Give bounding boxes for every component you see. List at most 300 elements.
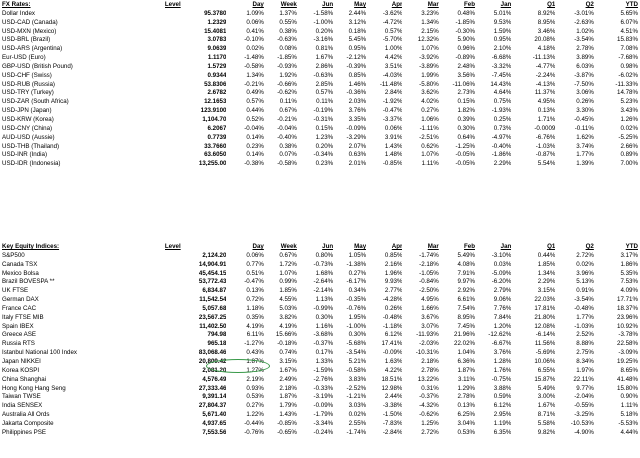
- change-value: -3.32%: [491, 62, 512, 70]
- change-value: -0.18%: [277, 340, 297, 348]
- change-value: -4.03%: [382, 71, 403, 79]
- change-value: 1.28%: [493, 357, 512, 365]
- change-value: 22.58%: [617, 340, 638, 348]
- change-value: 0.44%: [537, 251, 556, 259]
- level-value: 4,576.49: [202, 375, 227, 383]
- change-value: -0.05%: [455, 151, 476, 159]
- fx-table-body: [2, 10, 638, 169]
- change-value: 2.18%: [421, 357, 439, 365]
- change-value: 1.18%: [246, 304, 264, 312]
- change-value: 2.92%: [457, 287, 476, 295]
- change-value: 1.67%: [537, 402, 556, 410]
- row-label: S&P500: [2, 251, 25, 259]
- change-value: 0.77%: [246, 260, 264, 268]
- row-label: USD-CAD (Canada): [2, 18, 58, 26]
- change-value: -0.62%: [419, 411, 439, 419]
- change-value: 0.57%: [315, 89, 334, 97]
- fx-row: [2, 116, 638, 125]
- change-value: 0.51%: [246, 269, 264, 277]
- change-value: 0.02%: [246, 45, 264, 53]
- change-value: 4.95%: [537, 98, 556, 106]
- row-label: USD-CNY (China): [2, 124, 53, 132]
- change-value: 1.77%: [576, 313, 594, 321]
- change-value: 3.43%: [620, 107, 638, 115]
- change-value: 4.08%: [457, 260, 476, 268]
- change-value: -5.09%: [491, 269, 512, 277]
- change-value: -0.37%: [419, 393, 439, 401]
- equity-row: [2, 429, 638, 438]
- change-value: 2.03%: [348, 98, 367, 106]
- change-value: 0.64%: [457, 133, 476, 141]
- row-label: Brazil BOVESPA **: [2, 278, 55, 286]
- change-value: -2.76%: [313, 375, 334, 383]
- change-value: 2.86%: [315, 62, 334, 70]
- change-value: 1.06%: [421, 115, 439, 123]
- change-value: -2.84%: [382, 428, 403, 436]
- fx-row: [2, 63, 638, 72]
- row-label: Greece ASE: [2, 331, 37, 339]
- col-header-ytd: YTD: [625, 243, 638, 250]
- change-value: 1.19%: [493, 419, 512, 427]
- change-value: -7.45%: [491, 71, 512, 79]
- change-value: 2.77%: [384, 287, 403, 295]
- fx-row: [2, 81, 638, 90]
- change-value: 2.48%: [457, 62, 476, 70]
- change-value: 2.18%: [279, 384, 297, 392]
- change-value: 0.38%: [279, 27, 297, 35]
- change-value: 7.08%: [620, 45, 638, 53]
- change-value: -1.25%: [455, 142, 476, 150]
- change-value: 3.82%: [279, 313, 297, 321]
- row-label: USD-MXN (Mexico): [2, 27, 57, 35]
- level-value: 2,081.20: [202, 366, 227, 374]
- level-value: 53.8306: [204, 80, 227, 88]
- change-value: -0.39%: [346, 62, 367, 70]
- change-value: -0.76%: [244, 428, 264, 436]
- change-value: 3.62%: [421, 89, 439, 97]
- fx-rates-table: [2, 1, 638, 169]
- change-value: 1.07%: [421, 151, 439, 159]
- change-value: 1.26%: [620, 115, 638, 123]
- change-value: -5.68%: [346, 340, 367, 348]
- change-value: 2.95%: [493, 411, 512, 419]
- change-value: 5.13%: [576, 278, 594, 286]
- equity-row: [2, 278, 638, 287]
- change-value: 10.92%: [617, 322, 638, 330]
- change-value: 6.07%: [620, 18, 638, 26]
- change-value: 1.62%: [576, 133, 594, 141]
- change-value: -2.50%: [419, 287, 439, 295]
- level-value: 6,834.87: [202, 287, 227, 295]
- change-value: -0.87%: [535, 151, 556, 159]
- change-value: 1.11%: [421, 160, 439, 168]
- change-value: -0.55%: [574, 402, 594, 410]
- fx-row: [2, 134, 638, 143]
- change-value: 0.13%: [457, 402, 476, 410]
- change-value: 0.13%: [246, 287, 264, 295]
- change-value: 9.77%: [576, 384, 594, 392]
- row-label: USD-RUB (Russia): [2, 80, 55, 88]
- change-value: 1.87%: [457, 366, 476, 374]
- row-label: Hong Kong Hang Seng: [2, 384, 66, 392]
- row-label: USD-ARS (Argentina): [2, 45, 63, 53]
- change-value: 1.68%: [315, 269, 334, 277]
- level-value: 33.7660: [204, 142, 227, 150]
- change-value: 12.32%: [417, 36, 439, 44]
- change-value: 0.44%: [246, 107, 264, 115]
- row-label: Philippines PSE: [2, 428, 47, 436]
- change-value: 0.90%: [620, 393, 638, 401]
- change-value: 13.22%: [417, 375, 439, 383]
- change-value: 2.78%: [576, 45, 594, 53]
- level-value: 15.4081: [204, 27, 227, 35]
- change-value: -3.01%: [574, 9, 594, 17]
- col-header-day: Day: [252, 243, 264, 250]
- change-value: -1.27%: [244, 340, 264, 348]
- change-value: 5.01%: [493, 9, 512, 17]
- fx-row: [2, 19, 638, 28]
- change-value: 1.46%: [348, 80, 367, 88]
- change-value: 1.87%: [246, 357, 264, 365]
- equity-row: [2, 358, 638, 367]
- change-value: 2.73%: [457, 89, 476, 97]
- change-value: -0.76%: [346, 304, 367, 312]
- change-value: 0.34%: [348, 287, 367, 295]
- change-value: 1.39%: [576, 160, 594, 168]
- change-value: -0.04%: [277, 124, 297, 132]
- change-value: 8.65%: [620, 366, 638, 374]
- level-value: 9.0639: [207, 45, 227, 53]
- change-value: 8.71%: [537, 411, 556, 419]
- change-value: 22.02%: [454, 340, 476, 348]
- change-value: -0.63%: [313, 71, 334, 79]
- change-value: -1.74%: [346, 428, 367, 436]
- change-value: 0.63%: [348, 151, 367, 159]
- col-header-mar: Mar: [427, 243, 439, 250]
- change-value: 2.55%: [348, 419, 367, 427]
- change-value: 2.29%: [537, 278, 556, 286]
- row-label: USD-JPN (Japan): [2, 107, 52, 115]
- equity-row: [2, 411, 638, 420]
- change-value: 0.11%: [279, 98, 297, 106]
- change-value: 3.11%: [457, 375, 476, 383]
- level-value: 20,809.42: [198, 357, 227, 365]
- change-value: 0.07%: [279, 151, 297, 159]
- change-value: 3.15%: [279, 357, 297, 365]
- change-value: 4.19%: [246, 322, 264, 330]
- change-value: 23.96%: [617, 313, 638, 321]
- level-value: 27,804.37: [198, 402, 227, 410]
- change-value: -0.44%: [244, 419, 264, 427]
- change-value: -0.09%: [313, 402, 334, 410]
- row-label: AUD-USD (Aussie): [2, 133, 55, 141]
- change-value: -2.52%: [346, 384, 367, 392]
- level-value: 794.98: [207, 331, 227, 339]
- change-value: 2.72%: [576, 251, 594, 259]
- change-value: 6.12%: [384, 331, 403, 339]
- change-value: 0.98%: [620, 62, 638, 70]
- change-value: 2.75%: [576, 349, 594, 357]
- level-value: 45,454.15: [198, 269, 227, 277]
- change-value: 4.19%: [279, 322, 297, 330]
- change-value: -0.04%: [244, 124, 264, 132]
- equity-row: [2, 340, 638, 349]
- col-header-q1: Q1: [547, 1, 556, 8]
- fx-row: [2, 54, 638, 63]
- row-label: Australia All Ords: [2, 411, 50, 419]
- change-value: 6.25%: [457, 411, 476, 419]
- change-value: 1.43%: [384, 142, 403, 150]
- change-value: -3.54%: [346, 349, 367, 357]
- col-header-ytd: YTD: [625, 1, 638, 8]
- change-value: 7.76%: [493, 304, 512, 312]
- change-value: -3.89%: [419, 62, 439, 70]
- change-value: 5.54%: [537, 160, 556, 168]
- fx-row: [2, 125, 638, 134]
- change-value: -10.53%: [570, 419, 594, 427]
- change-value: -3.38%: [382, 402, 403, 410]
- level-value: 11,402.50: [199, 322, 227, 330]
- equity-row: [2, 287, 638, 296]
- change-value: -1.38%: [346, 260, 367, 268]
- change-value: 1.07%: [421, 45, 439, 53]
- change-value: 3.83%: [348, 375, 367, 383]
- row-label: German DAX: [2, 296, 39, 304]
- change-value: 18.37%: [617, 304, 638, 312]
- change-value: 2.01%: [348, 160, 367, 168]
- fx-row: [2, 160, 638, 169]
- change-value: 0.31%: [421, 384, 439, 392]
- change-value: 5.21%: [348, 357, 367, 365]
- change-value: 6.35%: [493, 428, 512, 436]
- change-value: -7.68%: [618, 54, 638, 62]
- change-value: 7.53%: [620, 278, 638, 286]
- change-value: 4.42%: [384, 54, 403, 62]
- change-value: -11.06%: [452, 80, 476, 88]
- equity-row: [2, 305, 638, 314]
- change-value: 0.27%: [421, 107, 439, 115]
- change-value: 0.41%: [246, 27, 264, 35]
- change-value: 1.72%: [279, 260, 297, 268]
- change-value: 2.16%: [384, 260, 403, 268]
- change-value: -2.64%: [313, 278, 334, 286]
- change-value: 1.92%: [279, 71, 297, 79]
- change-value: 1.99%: [421, 71, 439, 79]
- col-header-feb: Feb: [464, 243, 476, 250]
- change-value: -12.62%: [488, 331, 512, 339]
- equity-table-body: [2, 252, 638, 438]
- change-value: 9.06%: [493, 296, 512, 304]
- change-value: 3.15%: [537, 287, 556, 295]
- change-value: 1.33%: [315, 357, 334, 365]
- change-value: -0.0009: [534, 124, 556, 132]
- col-header-week: Week: [280, 1, 297, 8]
- change-value: 1.96%: [384, 269, 403, 277]
- change-value: 2.07%: [348, 142, 367, 150]
- level-value: 9,391.14: [202, 393, 227, 401]
- row-label: China Shanghai: [2, 375, 47, 383]
- change-value: 9.82%: [537, 428, 556, 436]
- change-value: -0.21%: [277, 115, 297, 123]
- level-value: 1.2329: [207, 18, 227, 26]
- change-value: -1.00%: [313, 18, 334, 26]
- change-value: 1.71%: [537, 115, 556, 123]
- change-value: 0.30%: [348, 331, 367, 339]
- change-value: 15.80%: [617, 384, 638, 392]
- change-value: 9.97%: [457, 278, 476, 286]
- change-value: 0.02%: [348, 411, 367, 419]
- change-value: -0.93%: [277, 62, 297, 70]
- change-value: 3.89%: [576, 54, 594, 62]
- change-value: 0.89%: [620, 151, 638, 159]
- change-value: -1.11%: [419, 124, 439, 132]
- change-value: -4.77%: [535, 62, 556, 70]
- change-value: 7.84%: [493, 313, 512, 321]
- change-value: 4.02%: [421, 98, 439, 106]
- change-value: 0.23%: [315, 160, 334, 168]
- change-value: 3.76%: [493, 349, 512, 357]
- change-value: -3.92%: [419, 54, 439, 62]
- change-value: 1.76%: [493, 366, 512, 374]
- col-header-q1: Q1: [547, 243, 556, 250]
- change-value: 3.88%: [493, 384, 512, 392]
- change-value: 5.18%: [620, 411, 638, 419]
- change-value: 0.57%: [384, 27, 403, 35]
- change-value: 1.82%: [457, 107, 476, 115]
- change-value: -7.50%: [574, 80, 594, 88]
- change-value: -3.54%: [574, 36, 594, 44]
- change-value: -0.99%: [313, 304, 334, 312]
- change-value: 3.03%: [348, 402, 367, 410]
- change-value: 0.08%: [279, 45, 297, 53]
- change-value: -3.19%: [313, 393, 334, 401]
- change-value: 2.19%: [246, 375, 264, 383]
- equity-row: [2, 385, 638, 394]
- row-label: Japan NIKKEI: [2, 357, 41, 365]
- change-value: 0.38%: [279, 142, 297, 150]
- change-value: 0.26%: [576, 98, 594, 106]
- change-value: -0.84%: [419, 278, 439, 286]
- change-value: -0.33%: [313, 384, 334, 392]
- change-value: 2.10%: [493, 45, 512, 53]
- equity-row: [2, 402, 638, 411]
- change-value: -1.74%: [419, 251, 439, 259]
- level-value: 23,567.25: [198, 313, 227, 321]
- change-value: 10.06%: [534, 357, 556, 365]
- change-value: -2.14%: [313, 287, 334, 295]
- fx-row: [2, 143, 638, 152]
- change-value: 3.00%: [537, 393, 556, 401]
- change-value: 2.85%: [315, 80, 334, 88]
- row-label: Mexico Bolsa: [2, 269, 39, 277]
- level-value: 965.18: [207, 340, 227, 348]
- fx-row: [2, 10, 638, 19]
- change-value: 1.07%: [279, 269, 297, 277]
- change-value: 2.44%: [348, 9, 367, 17]
- row-label: France CAC: [2, 304, 37, 312]
- level-value: 27,333.46: [198, 384, 227, 392]
- change-value: 3.67%: [421, 313, 439, 321]
- change-value: 12.08%: [534, 322, 556, 330]
- row-label: Eur-USD (Euro): [2, 54, 46, 62]
- row-label: USD-KRW (Korea): [2, 115, 54, 123]
- row-label: Istanbul National 100 Index: [2, 349, 77, 357]
- change-value: 5.65%: [620, 9, 638, 17]
- level-value: 63.6050: [204, 151, 227, 159]
- change-value: 1.77%: [576, 151, 594, 159]
- equity-indices-table: [2, 243, 638, 438]
- level-value: 11,542.54: [199, 296, 227, 304]
- col-header-jan: Jan: [500, 1, 512, 8]
- level-value: 14,904.91: [198, 260, 227, 268]
- col-header-may: May: [354, 243, 367, 250]
- change-value: -4.28%: [382, 296, 403, 304]
- fx-row: [2, 36, 638, 45]
- row-label: GBP-USD (British Pound): [2, 62, 73, 70]
- change-value: -1.48%: [244, 54, 264, 62]
- equity-row: [2, 296, 638, 305]
- level-value: 5,057.68: [202, 304, 227, 312]
- col-header-jun: Jun: [322, 1, 334, 8]
- level-value: 13,255.00: [198, 160, 227, 168]
- change-value: 41.48%: [617, 375, 638, 383]
- change-value: 2.49%: [279, 375, 297, 383]
- change-value: -0.38%: [244, 160, 264, 168]
- change-value: -1.50%: [382, 411, 403, 419]
- change-value: 5.49%: [537, 384, 556, 392]
- change-value: 5.49%: [457, 251, 476, 259]
- col-header-jun: Jun: [322, 243, 334, 250]
- change-value: 3.46%: [537, 27, 556, 35]
- change-value: -1.18%: [382, 322, 403, 330]
- change-value: -0.09%: [346, 124, 367, 132]
- change-value: 8.88%: [576, 340, 594, 348]
- change-value: -0.62%: [277, 89, 297, 97]
- change-value: 4.18%: [537, 45, 556, 53]
- change-value: -6.68%: [491, 54, 512, 62]
- change-value: 15.66%: [275, 331, 297, 339]
- change-value: -0.89%: [455, 54, 476, 62]
- level-value: 83,068.46: [198, 349, 227, 357]
- change-value: 0.74%: [279, 349, 297, 357]
- change-value: 4.51%: [620, 27, 638, 35]
- change-value: 0.62%: [421, 142, 439, 150]
- change-value: -0.40%: [277, 133, 297, 141]
- level-value: 5,671.40: [202, 411, 227, 419]
- change-value: -1.93%: [491, 107, 512, 115]
- change-value: 2.66%: [620, 142, 638, 150]
- change-value: 1.23%: [315, 133, 334, 141]
- change-value: 19.25%: [617, 357, 638, 365]
- equity-header-row: [2, 243, 638, 252]
- change-value: 1.43%: [279, 411, 297, 419]
- change-value: 7.00%: [620, 160, 638, 168]
- change-value: -0.30%: [455, 27, 476, 35]
- equity-row: [2, 314, 638, 323]
- change-value: -6.20%: [491, 278, 512, 286]
- change-value: 22.11%: [573, 375, 594, 383]
- change-value: 1.85%: [279, 287, 297, 295]
- change-value: 5.23%: [620, 98, 638, 106]
- change-value: 0.93%: [246, 384, 264, 392]
- change-value: 18.51%: [381, 375, 403, 383]
- change-value: 0.30%: [315, 313, 334, 321]
- change-value: 7.54%: [457, 304, 476, 312]
- change-value: 0.53%: [457, 428, 476, 436]
- change-value: 1.29%: [457, 384, 476, 392]
- change-value: 7.45%: [457, 322, 476, 330]
- col-header-jan: Jan: [500, 243, 512, 250]
